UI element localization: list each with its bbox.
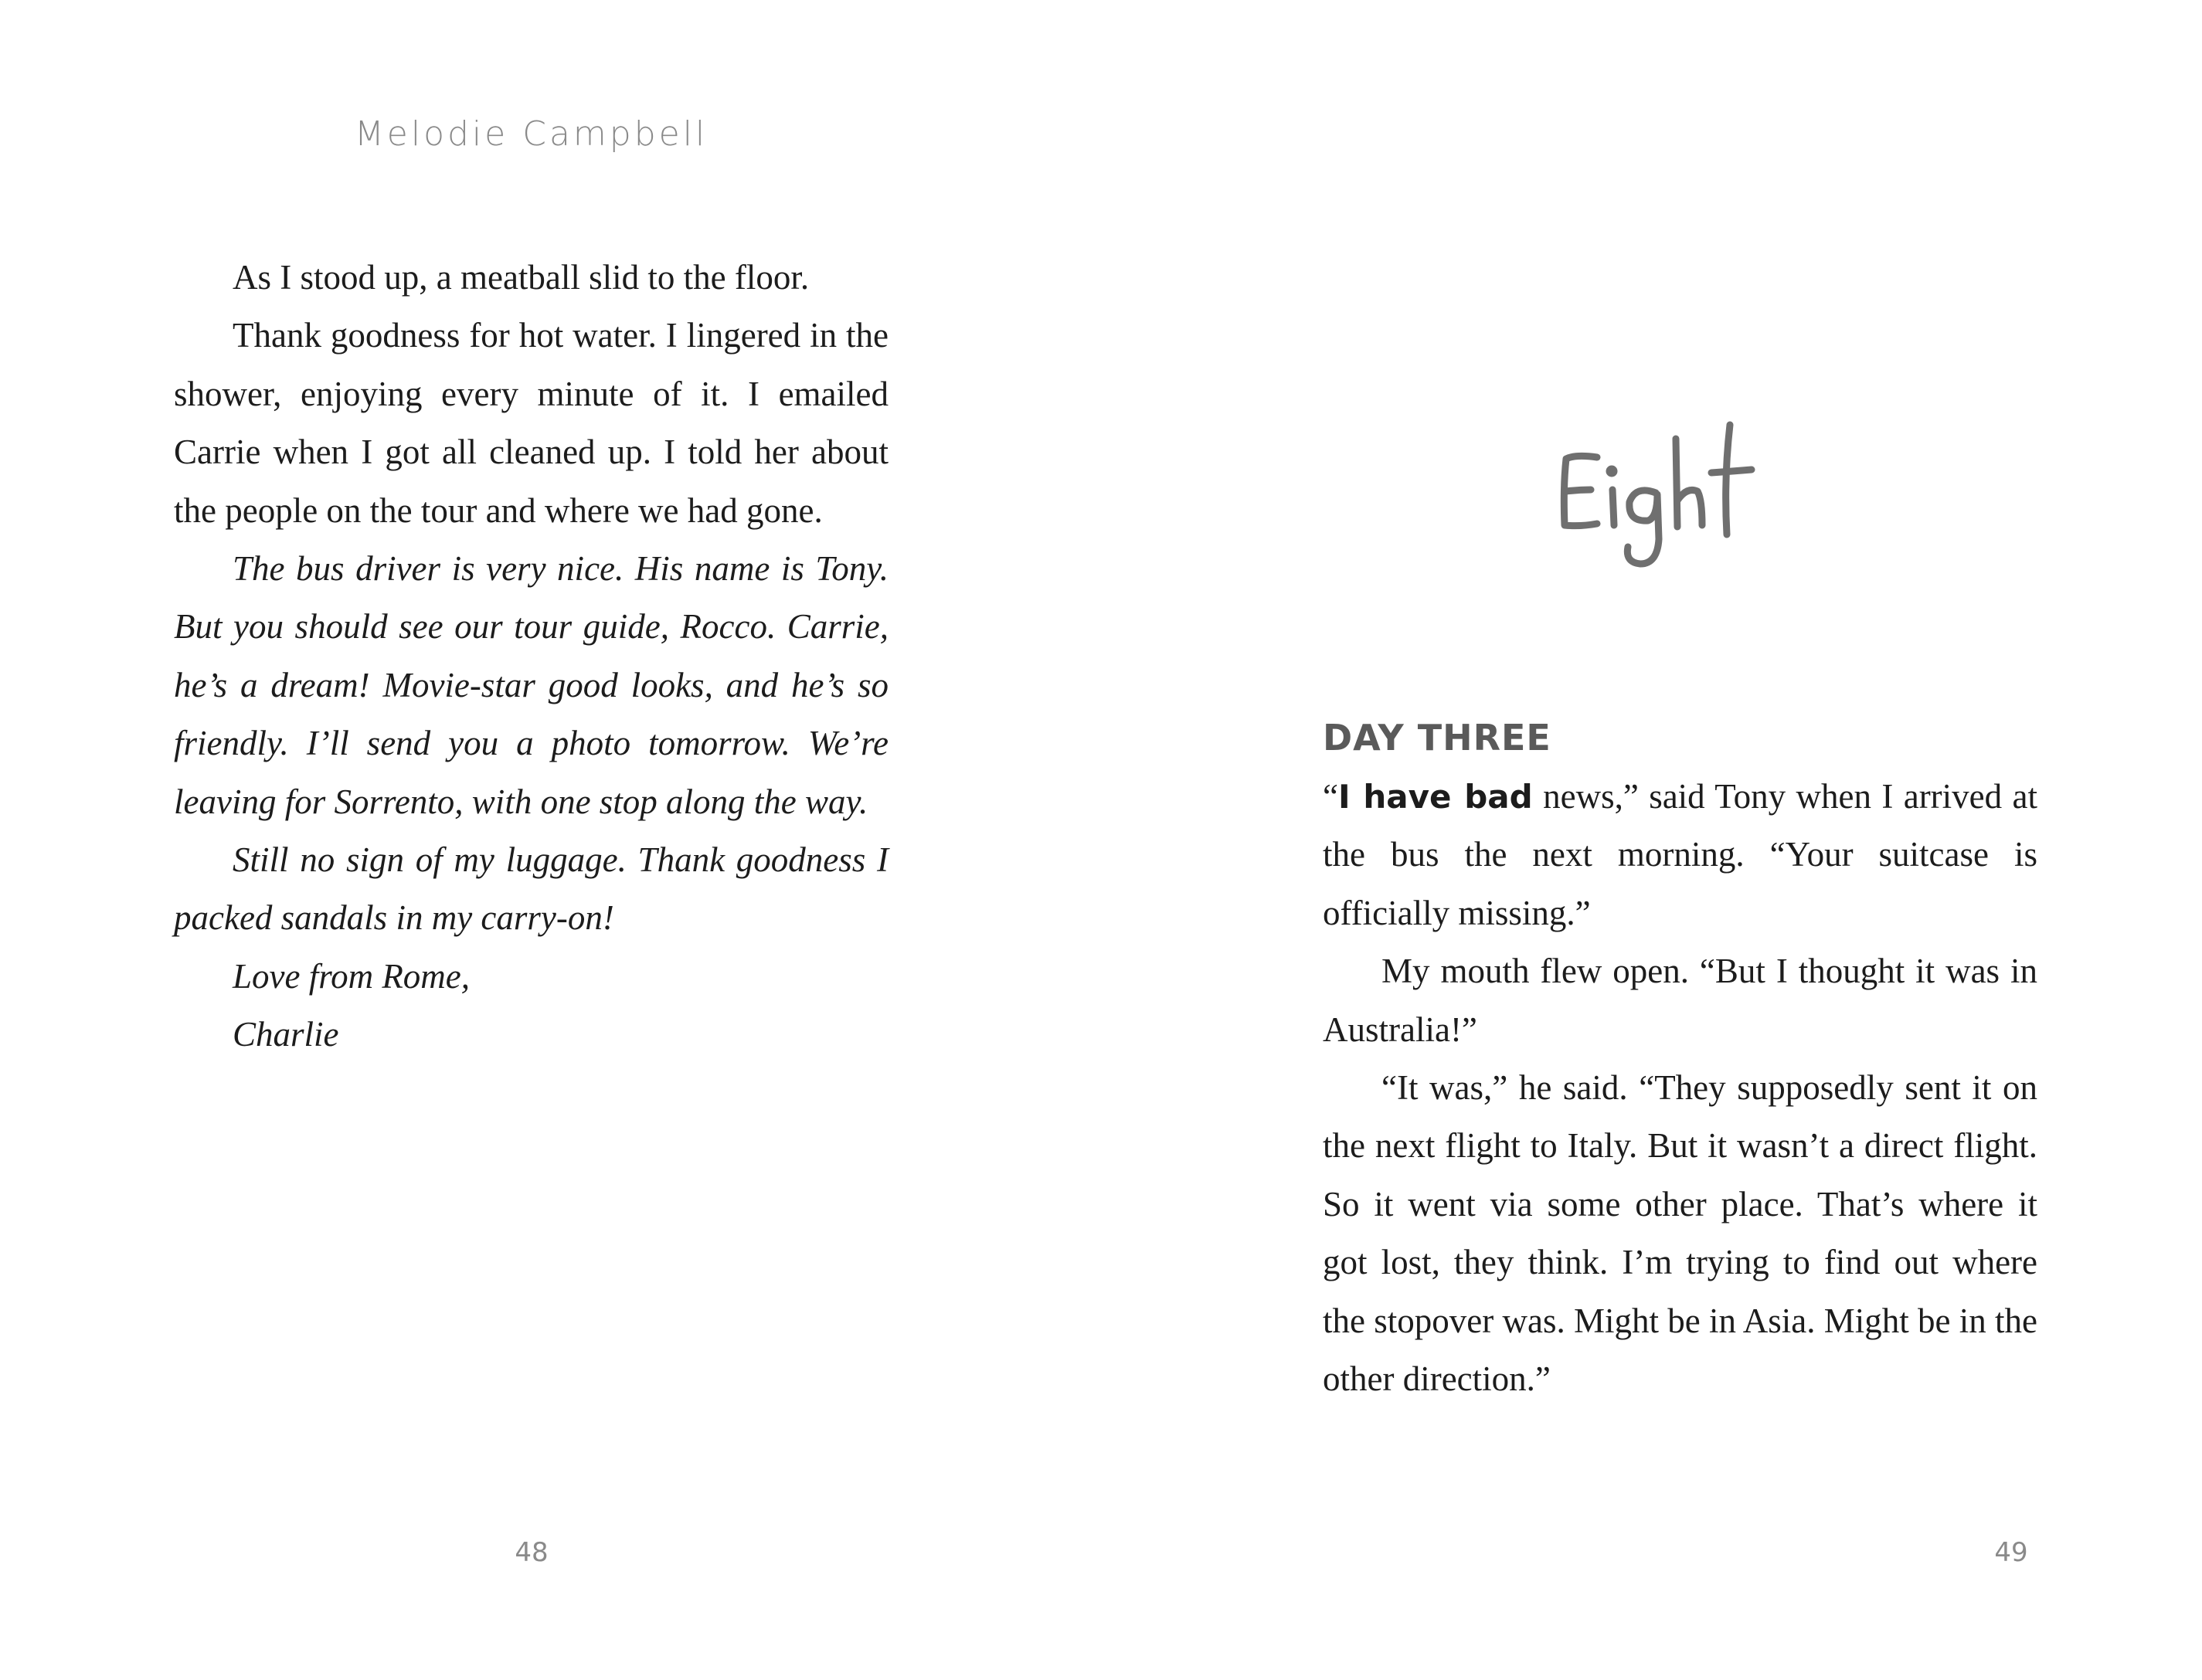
- right-page-body: [1323, 768, 2037, 1408]
- opening-paragraph-rest: news,” said Tony when I arrived at the bus the next morning. “Your suitcase is officially missing.”: [1323, 777, 2038, 932]
- chapter-title: [1323, 409, 2037, 595]
- chapter-title-lettering: [1549, 409, 1812, 595]
- open-quote: “: [1323, 777, 1338, 816]
- paragraph: As I stood up, a meatball slid to the floor.: [233, 258, 810, 297]
- page-number-right: 49: [1994, 1537, 2028, 1568]
- right-page: [1101, 0, 2202, 1680]
- section-heading: DAY THREE: [1323, 717, 1551, 759]
- paragraph: My mouth flew open. “But I thought it was in Australia!”: [1323, 952, 2037, 1049]
- email-paragraph: Still no sign of my luggage. Thank goodness I packed sandals in my carry-on!: [174, 840, 889, 938]
- left-page-body: [174, 249, 889, 1064]
- bold-lead-in: I have bad: [1337, 778, 1533, 816]
- paragraph: “It was,” he said. “They supposedly sent it on the next flight to Italy. But it wasn’t a direct flight. So it went via some other place. That’s where it got lost, they think. I’m trying to find out where the stopover was. Might be in Asia. Might be in the other direction.”: [1323, 1068, 2037, 1399]
- email-signoff: Love from Rome,: [233, 956, 471, 996]
- paragraph: Thank goodness for hot water. I lingered in the shower, enjoying every minute of it. I emailed Carrie when I got all cleaned up. I told her about the people on the tour and where we had gone.: [174, 316, 889, 530]
- page-number-left: 48: [515, 1537, 549, 1568]
- email-paragraph: The bus driver is very nice. His name is Tony. But you should see our tour guide, Rocco. Carrie, he’s a dream! Movie-star good looks, and he’s so friendly. I’ll send you a photo tomorrow. We’re leaving for Sorrento, with one stop along the way.: [174, 549, 889, 821]
- email-signature: Charlie: [233, 1015, 339, 1054]
- opening-paragraph: [1323, 768, 2037, 942]
- running-head-author: Melodie Campbell: [354, 114, 709, 154]
